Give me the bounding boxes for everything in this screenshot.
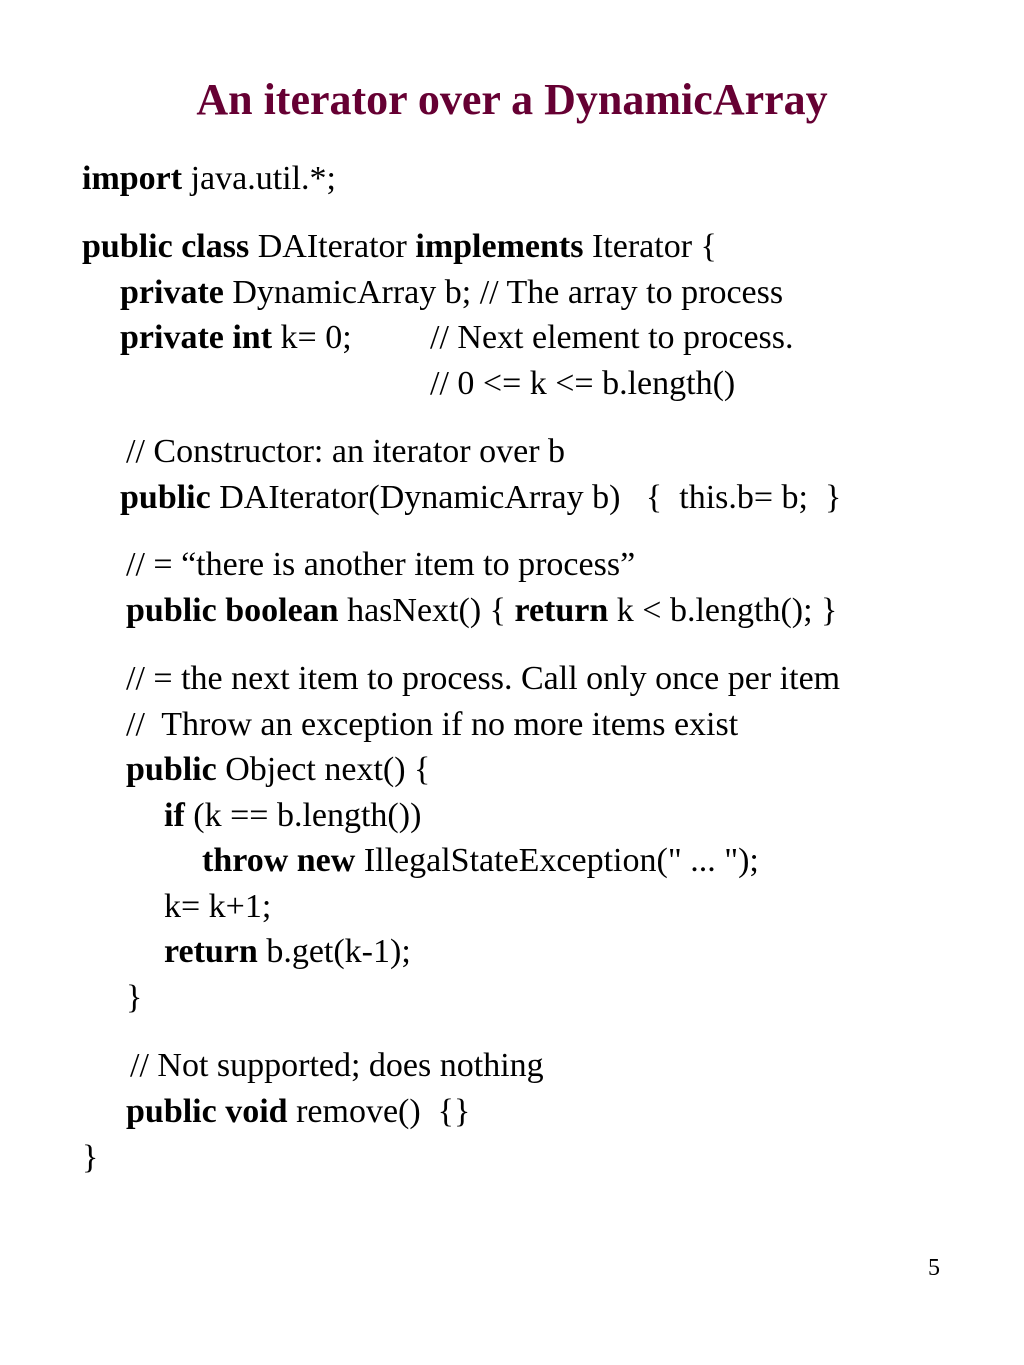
field-k-comment: // Next element to process. bbox=[430, 319, 794, 356]
keyword: return bbox=[164, 933, 258, 970]
next-declaration-line bbox=[126, 749, 430, 791]
keyword: if bbox=[164, 797, 185, 834]
next-comment-2: // Throw an exception if no more items exist bbox=[126, 706, 739, 743]
keyword: import bbox=[82, 160, 183, 197]
next-close-brace: } bbox=[126, 979, 143, 1016]
code-text: b.get(k-1); bbox=[257, 933, 411, 970]
keyword: return bbox=[514, 592, 609, 629]
constructor-comment: // Constructor: an iterator over b bbox=[126, 433, 566, 470]
code-text: java.util.*; bbox=[182, 160, 337, 197]
code-text: hasNext() { bbox=[338, 592, 515, 629]
next-if-line bbox=[164, 795, 421, 837]
hasnext-line bbox=[126, 590, 837, 632]
field-k-invariant: // 0 <= k <= b.length() bbox=[430, 365, 736, 402]
constructor-line bbox=[120, 477, 841, 519]
keyword: implements bbox=[415, 228, 584, 265]
keyword: private bbox=[120, 274, 224, 311]
keyword: public bbox=[120, 479, 211, 516]
import-line bbox=[82, 158, 336, 200]
keyword: private int bbox=[120, 319, 273, 356]
code-text: remove() {} bbox=[287, 1093, 471, 1130]
class-name: DAIterator bbox=[249, 228, 416, 265]
class-declaration-line bbox=[82, 226, 717, 268]
field-k-line bbox=[120, 317, 352, 359]
code-text: k= 0; bbox=[272, 319, 352, 356]
code-text: (k == b.length()) bbox=[184, 797, 422, 834]
code-text: Iterator { bbox=[583, 228, 717, 265]
keyword: public class bbox=[82, 228, 250, 265]
next-increment-line: k= k+1; bbox=[164, 888, 272, 925]
next-throw-line bbox=[202, 840, 759, 882]
page-number: 5 bbox=[928, 1255, 940, 1281]
code-text: IllegalStateException(" ... "); bbox=[355, 842, 759, 879]
code-text: Object next() { bbox=[216, 751, 431, 788]
next-return-line bbox=[164, 931, 411, 973]
keyword: public bbox=[126, 751, 217, 788]
keyword: public void bbox=[126, 1093, 288, 1130]
field-b-line bbox=[120, 272, 783, 314]
remove-comment: // Not supported; does nothing bbox=[130, 1047, 544, 1084]
hasnext-comment: // = “there is another item to process” bbox=[126, 546, 636, 583]
code-text: k < b.length(); } bbox=[608, 592, 838, 629]
code-text: DynamicArray b; // The array to process bbox=[223, 274, 784, 311]
keyword: throw new bbox=[202, 842, 356, 879]
keyword: public boolean bbox=[126, 592, 339, 629]
slide-title: An iterator over a DynamicArray bbox=[196, 75, 828, 124]
next-comment-1: // = the next item to process. Call only once per item bbox=[126, 660, 841, 697]
remove-line bbox=[126, 1091, 470, 1133]
code-text: DAIterator(DynamicArray b) { this.b= b; } bbox=[210, 479, 842, 516]
class-close-brace: } bbox=[82, 1139, 99, 1176]
